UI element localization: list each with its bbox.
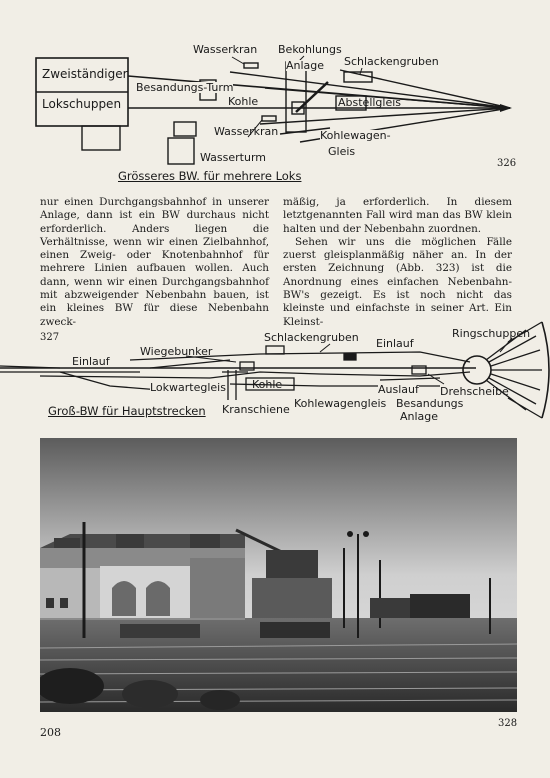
label-schlackengruben: Schlackengruben (344, 55, 439, 68)
label-besandungs: Besandungs (396, 397, 464, 410)
figure-number-328: 328 (498, 718, 518, 729)
label-ringschuppen: Ringschuppen (452, 327, 531, 340)
label-schlackengruben-327: Schlackengruben (264, 331, 359, 344)
label-kohle: Kohle (228, 95, 259, 108)
caption-327: Groß-BW für Hauptstrecken (48, 404, 206, 418)
photo-328 (40, 438, 517, 712)
label-anlage: Anlage (286, 59, 325, 72)
label-einlauf-left: Einlauf (72, 355, 110, 368)
label-bekohlungs: Bekohlungs (278, 43, 342, 56)
label-kohlewagengleis: Kohlewagengleis (294, 397, 387, 410)
label-wiegebunker: Wiegebunker (140, 345, 213, 358)
label-abstellgleis: Abstellgleis (338, 96, 402, 109)
label-einlauf-right: Einlauf (376, 337, 414, 350)
label-zweistaendiger: Zweiständiger (42, 67, 128, 81)
label-auslauf: Auslauf (378, 383, 419, 396)
paragraph: mäßig, ja erforderlich. In diesem letztgenannten Fall wird man das BW klein halten und der Nebenbahn zuordnen. (283, 196, 512, 235)
railway-depot-photo (40, 438, 517, 712)
label-kohlewagen: Kohlewagen- (320, 129, 391, 142)
label-besandungsturm: Besandungs-Turm (136, 81, 234, 94)
label-kohle-327: Kohle (252, 378, 283, 391)
label-drehscheibe: Drehscheibe (440, 385, 509, 398)
paragraph: nur einen Durchgangsbahnhof in unserer Anlage, dann ist ein BW durchaus nicht erforderlich. Anders liegen die Verhältnisse, wenn wir einen Zielbahnhof, einen Zweig- oder Knotenbahnhof für mehrere Linien aufbauen wollen. Auch dann, wenn wir einen Durchgangsbahnhof mit abzweigender Nebenbahn bauen, ist ein kleines BW für diese Nebenbahn zweck- (40, 196, 269, 328)
paragraph: Sehen wir uns die möglichen Fälle zuerst gleisplanmäßig näher an. In der ersten Zeichnung (Abb. 323) ist die Anordnung eines einfachen Nebenbahn-BW's gezeigt. Es ist noch nicht das kleinste und einfachste in seiner Art. Ein Kleinst- (283, 235, 512, 328)
caption-326: Grösseres BW. für mehrere Loks (118, 169, 302, 183)
label-lokschuppen: Lokschuppen (42, 97, 122, 111)
figure-number-326: 326 (497, 158, 517, 169)
label-kranschiene: Kranschiene (222, 403, 290, 416)
label-besandungs-anlage: Anlage (400, 410, 439, 423)
page-number: 208 (40, 726, 61, 739)
label-wasserkran-top: Wasserkran (193, 43, 258, 56)
label-wasserturm: Wasserturm (200, 151, 266, 164)
figure-number-327: 327 (40, 332, 60, 343)
label-gleis: Gleis (328, 145, 356, 158)
label-wasserkran-bottom: Wasserkran (214, 125, 279, 138)
label-lokwartegleis: Lokwartegleis (150, 381, 226, 394)
